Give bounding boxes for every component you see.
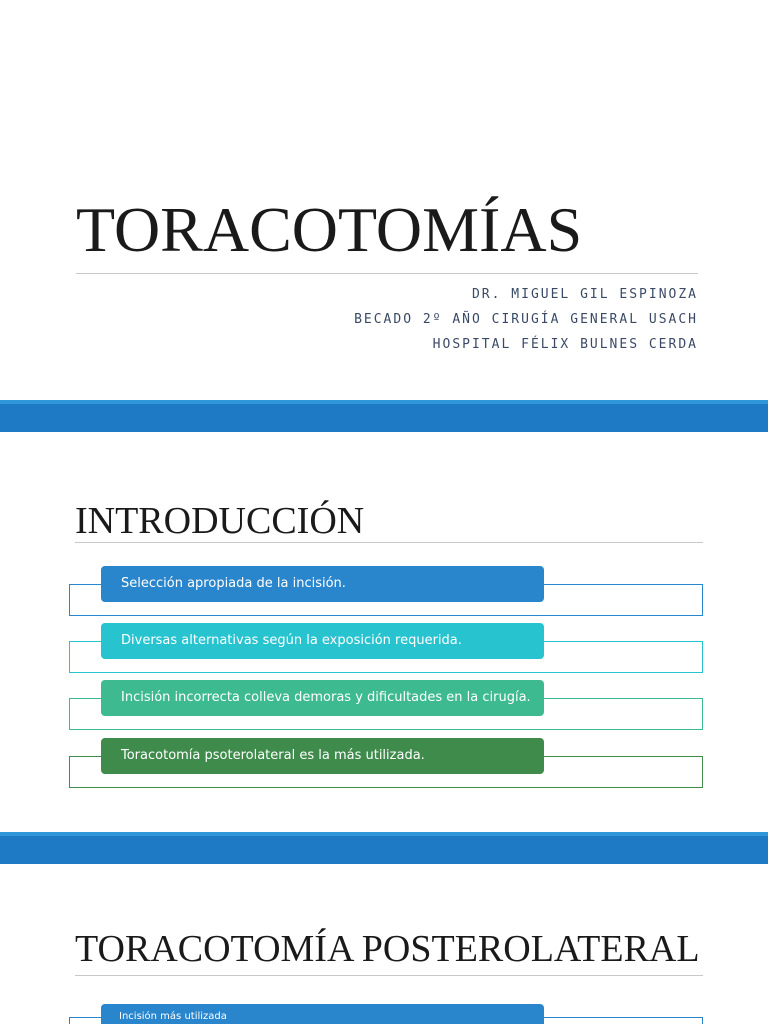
posterolateral-slide [0, 864, 768, 1024]
introduction-rule [75, 542, 703, 543]
list-item-bar: Selección apropiada de la incisión. [101, 566, 544, 602]
author-role: BECADO 2º AÑO CIRUGÍA GENERAL USACH [354, 312, 698, 327]
posterolateral-title: TORACOTOMÍA POSTEROLATERAL [75, 928, 700, 970]
posterolateral-rule [75, 975, 703, 976]
list-item [69, 680, 703, 716]
author-hospital: HOSPITAL FÉLIX BULNES CERDA [432, 337, 698, 352]
list-item-bar: Incisión más utilizada [101, 1004, 544, 1024]
list-item [69, 1004, 703, 1024]
introduction-slide [0, 432, 768, 832]
introduction-title: INTRODUCCIÓN [75, 500, 365, 542]
title-slide [0, 0, 768, 400]
author-name: DR. MIGUEL GIL ESPINOZA [471, 287, 698, 302]
slide-divider [0, 400, 768, 432]
list-item [69, 623, 703, 659]
author-info [354, 282, 698, 357]
list-item-bar: Toracotomía psoterolateral es la más utilizada. [101, 738, 544, 774]
list-item [69, 738, 703, 774]
presentation-title: TORACOTOMÍAS [76, 194, 583, 265]
title-rule [76, 273, 698, 274]
list-item [69, 566, 703, 602]
list-item-bar: Incisión incorrecta colleva demoras y dificultades en la cirugía. [101, 680, 544, 716]
slide-divider [0, 832, 768, 864]
list-item-bar: Diversas alternativas según la exposición requerida. [101, 623, 544, 659]
